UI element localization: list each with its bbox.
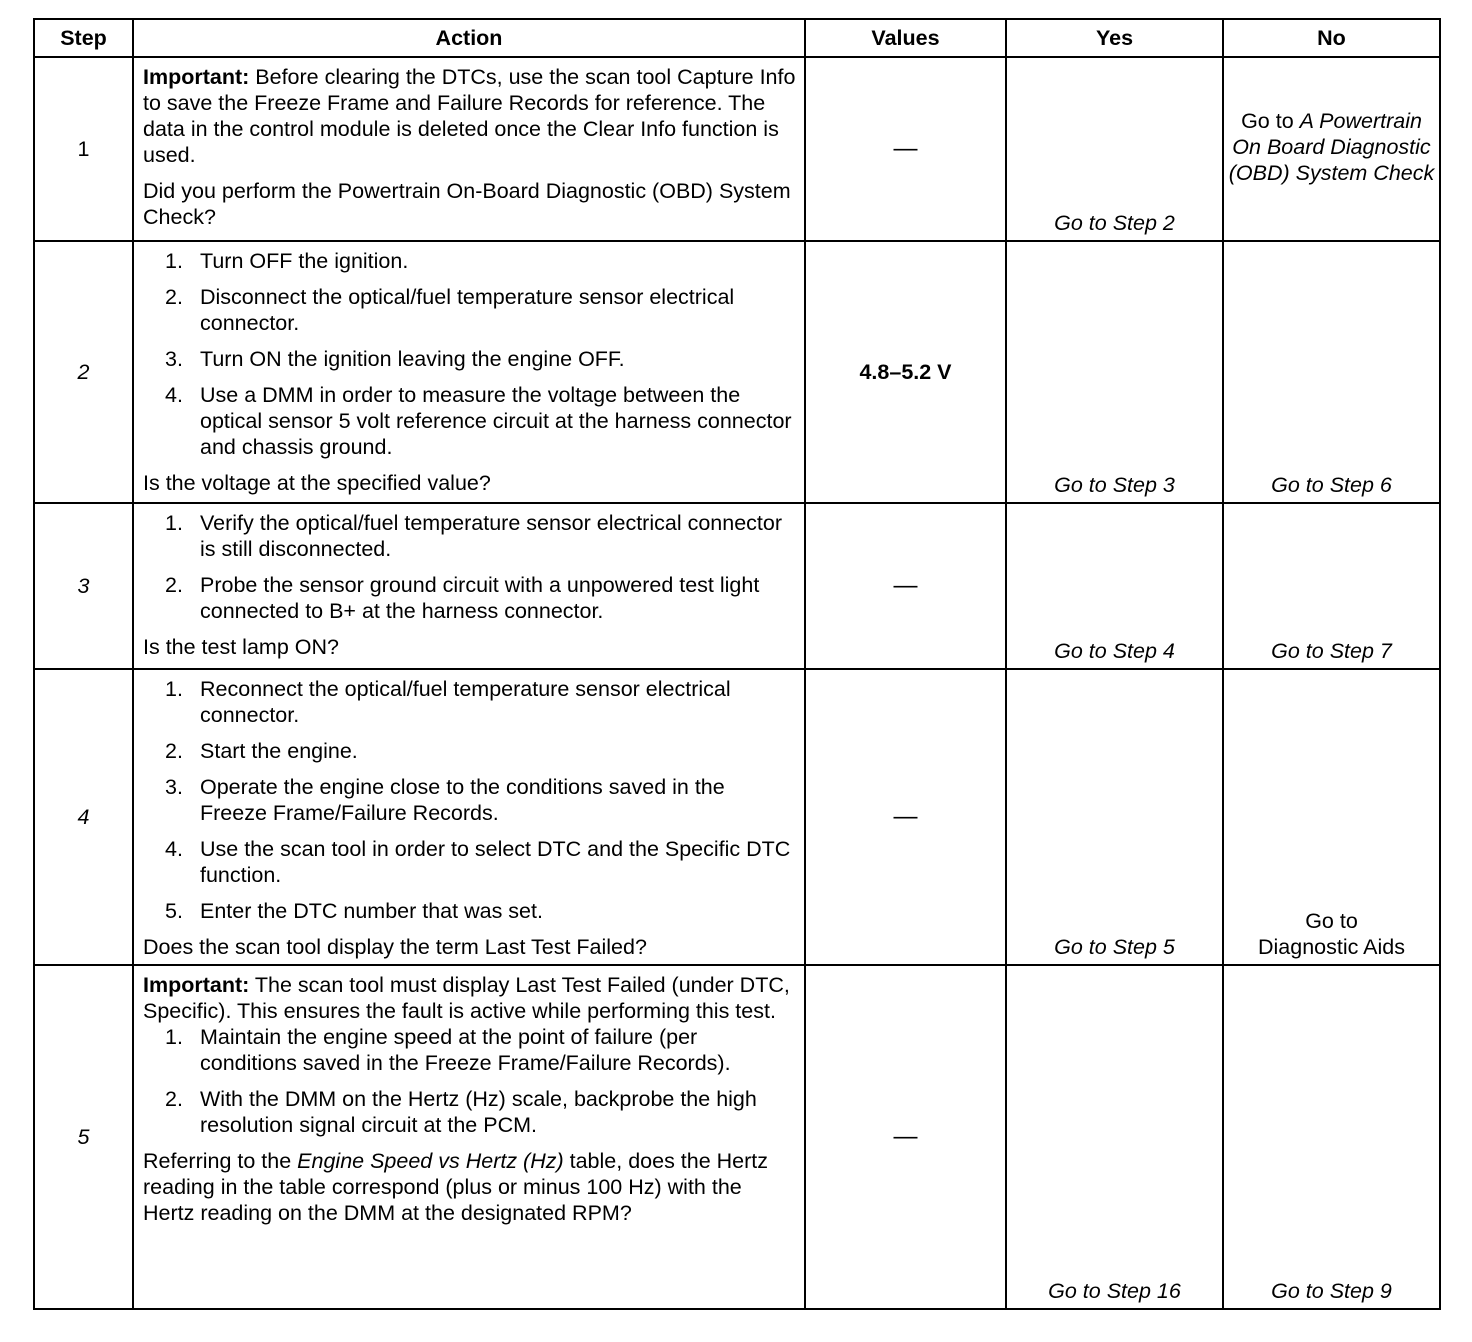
no-reference: A Powertrain On Board Diagnostic (OBD) System Check [1228,109,1435,185]
step-question: Did you perform the Powertrain On-Board Diagnostic (OBD) System Check? [143,179,791,229]
item-number: 3. [165,347,183,371]
item-number: 1. [165,677,183,701]
action-list [143,248,796,460]
no-cell: Go to Step 6 [1223,241,1440,503]
list-item [143,738,796,764]
item-number: 1. [165,1025,183,1049]
action-list [143,510,796,624]
action-cell [133,965,805,1309]
important-note [143,972,796,1024]
action-list [143,676,796,924]
yes-cell: Go to Step 5 [1006,669,1223,965]
list-item [143,1086,796,1138]
list-item [143,572,796,624]
list-item [143,510,796,562]
item-text: Use the scan tool in order to select DTC and the Specific DTC function. [200,837,791,887]
action-cell [133,57,805,241]
important-note [143,64,796,168]
table-row [34,965,1440,1309]
header-action: Action [133,19,805,57]
values-cell: 4.8–5.2 V [805,241,1006,503]
yes-cell: Go to Step 2 [1006,57,1223,241]
step-number: 4 [34,669,133,965]
item-text: Enter the DTC number that was set. [200,899,543,923]
header-row [34,19,1440,57]
action-cell [133,669,805,965]
item-number: 4. [165,383,183,407]
table-row [34,57,1440,241]
step-question [143,1148,796,1226]
item-text: Start the engine. [200,739,358,763]
important-label: Important: [143,973,250,997]
header-yes: Yes [1006,19,1223,57]
values-cell: — [805,669,1006,965]
question-suffix: table, does the Hertz reading in the table correspond (plus or minus 100 Hz) with the Hertz reading on the DMM at the designated RPM? [143,1149,769,1225]
step-number: 5 [34,965,133,1309]
item-number: 4. [165,837,183,861]
list-item [143,774,796,826]
step-number: 1 [34,57,133,241]
no-cell: Go to Step 9 [1223,965,1440,1309]
diagnostic-table [33,18,1441,1310]
values-cell: — [805,57,1006,241]
values-cell: — [805,503,1006,669]
header-values: Values [805,19,1006,57]
yes-cell: Go to Step 4 [1006,503,1223,669]
item-text: Maintain the engine speed at the point of failure (per conditions saved in the Freeze Frame/Failure Records). [200,1025,731,1075]
table-row [34,241,1440,503]
header-step: Step [34,19,133,57]
values-cell: — [805,965,1006,1309]
step-question: Does the scan tool display the term Last Test Failed? [143,935,647,959]
step-question: Is the test lamp ON? [143,635,339,659]
header-no: No [1223,19,1440,57]
item-number: 1. [165,249,183,273]
list-item [143,676,796,728]
important-label: Important: [143,65,250,89]
item-text: Disconnect the optical/fuel temperature sensor electrical connector. [200,285,735,335]
yes-cell: Go to Step 3 [1006,241,1223,503]
list-item [143,836,796,888]
table-row [34,503,1440,669]
item-number: 1. [165,511,183,535]
item-number: 3. [165,775,183,799]
item-text: Verify the optical/fuel temperature sensor electrical connector is still disconnected. [200,511,782,561]
item-number: 5. [165,899,183,923]
item-text: Probe the sensor ground circuit with a unpowered test light connected to B+ at the harness connector. [200,573,760,623]
list-item [143,248,796,274]
table-reference: Engine Speed vs Hertz (Hz) [297,1149,564,1173]
table-row [34,669,1440,965]
no-prefix: Go to [1241,109,1300,133]
step-number: 3 [34,503,133,669]
no-cell [1223,57,1440,241]
item-number: 2. [165,1087,183,1111]
list-item [143,1024,796,1076]
question-prefix: Referring to the [143,1149,298,1173]
list-item [143,284,796,336]
yes-cell: Go to Step 16 [1006,965,1223,1309]
action-list [143,1024,796,1138]
item-text: Turn ON the ignition leaving the engine OFF. [200,347,625,371]
important-text: Before clearing the DTCs, use the scan tool Capture Info to save the Freeze Frame and Failure Records for reference. The data in the control module is deleted once the Clear Info function is used. [143,65,796,167]
item-text: Use a DMM in order to measure the voltage between the optical sensor 5 volt reference circuit at the harness connector and chassis ground. [200,383,792,459]
no-cell: Go to Step 7 [1223,503,1440,669]
important-text: The scan tool must display Last Test Failed (under DTC, Specific). This ensures the fault is active while performing this test. [143,973,790,1023]
item-text: Reconnect the optical/fuel temperature sensor electrical connector. [200,677,731,727]
item-number: 2. [165,573,183,597]
list-item [143,382,796,460]
item-text: Turn OFF the ignition. [200,249,409,273]
item-text: With the DMM on the Hertz (Hz) scale, backprobe the high resolution signal circuit at the PCM. [200,1087,757,1137]
item-number: 2. [165,739,183,763]
step-number: 2 [34,241,133,503]
action-cell [133,241,805,503]
list-item [143,898,796,924]
item-number: 2. [165,285,183,309]
step-question: Is the voltage at the specified value? [143,471,491,495]
no-cell: Go to Diagnostic Aids [1223,669,1440,965]
item-text: Operate the engine close to the conditions saved in the Freeze Frame/Failure Records. [200,775,725,825]
list-item [143,346,796,372]
action-cell [133,503,805,669]
